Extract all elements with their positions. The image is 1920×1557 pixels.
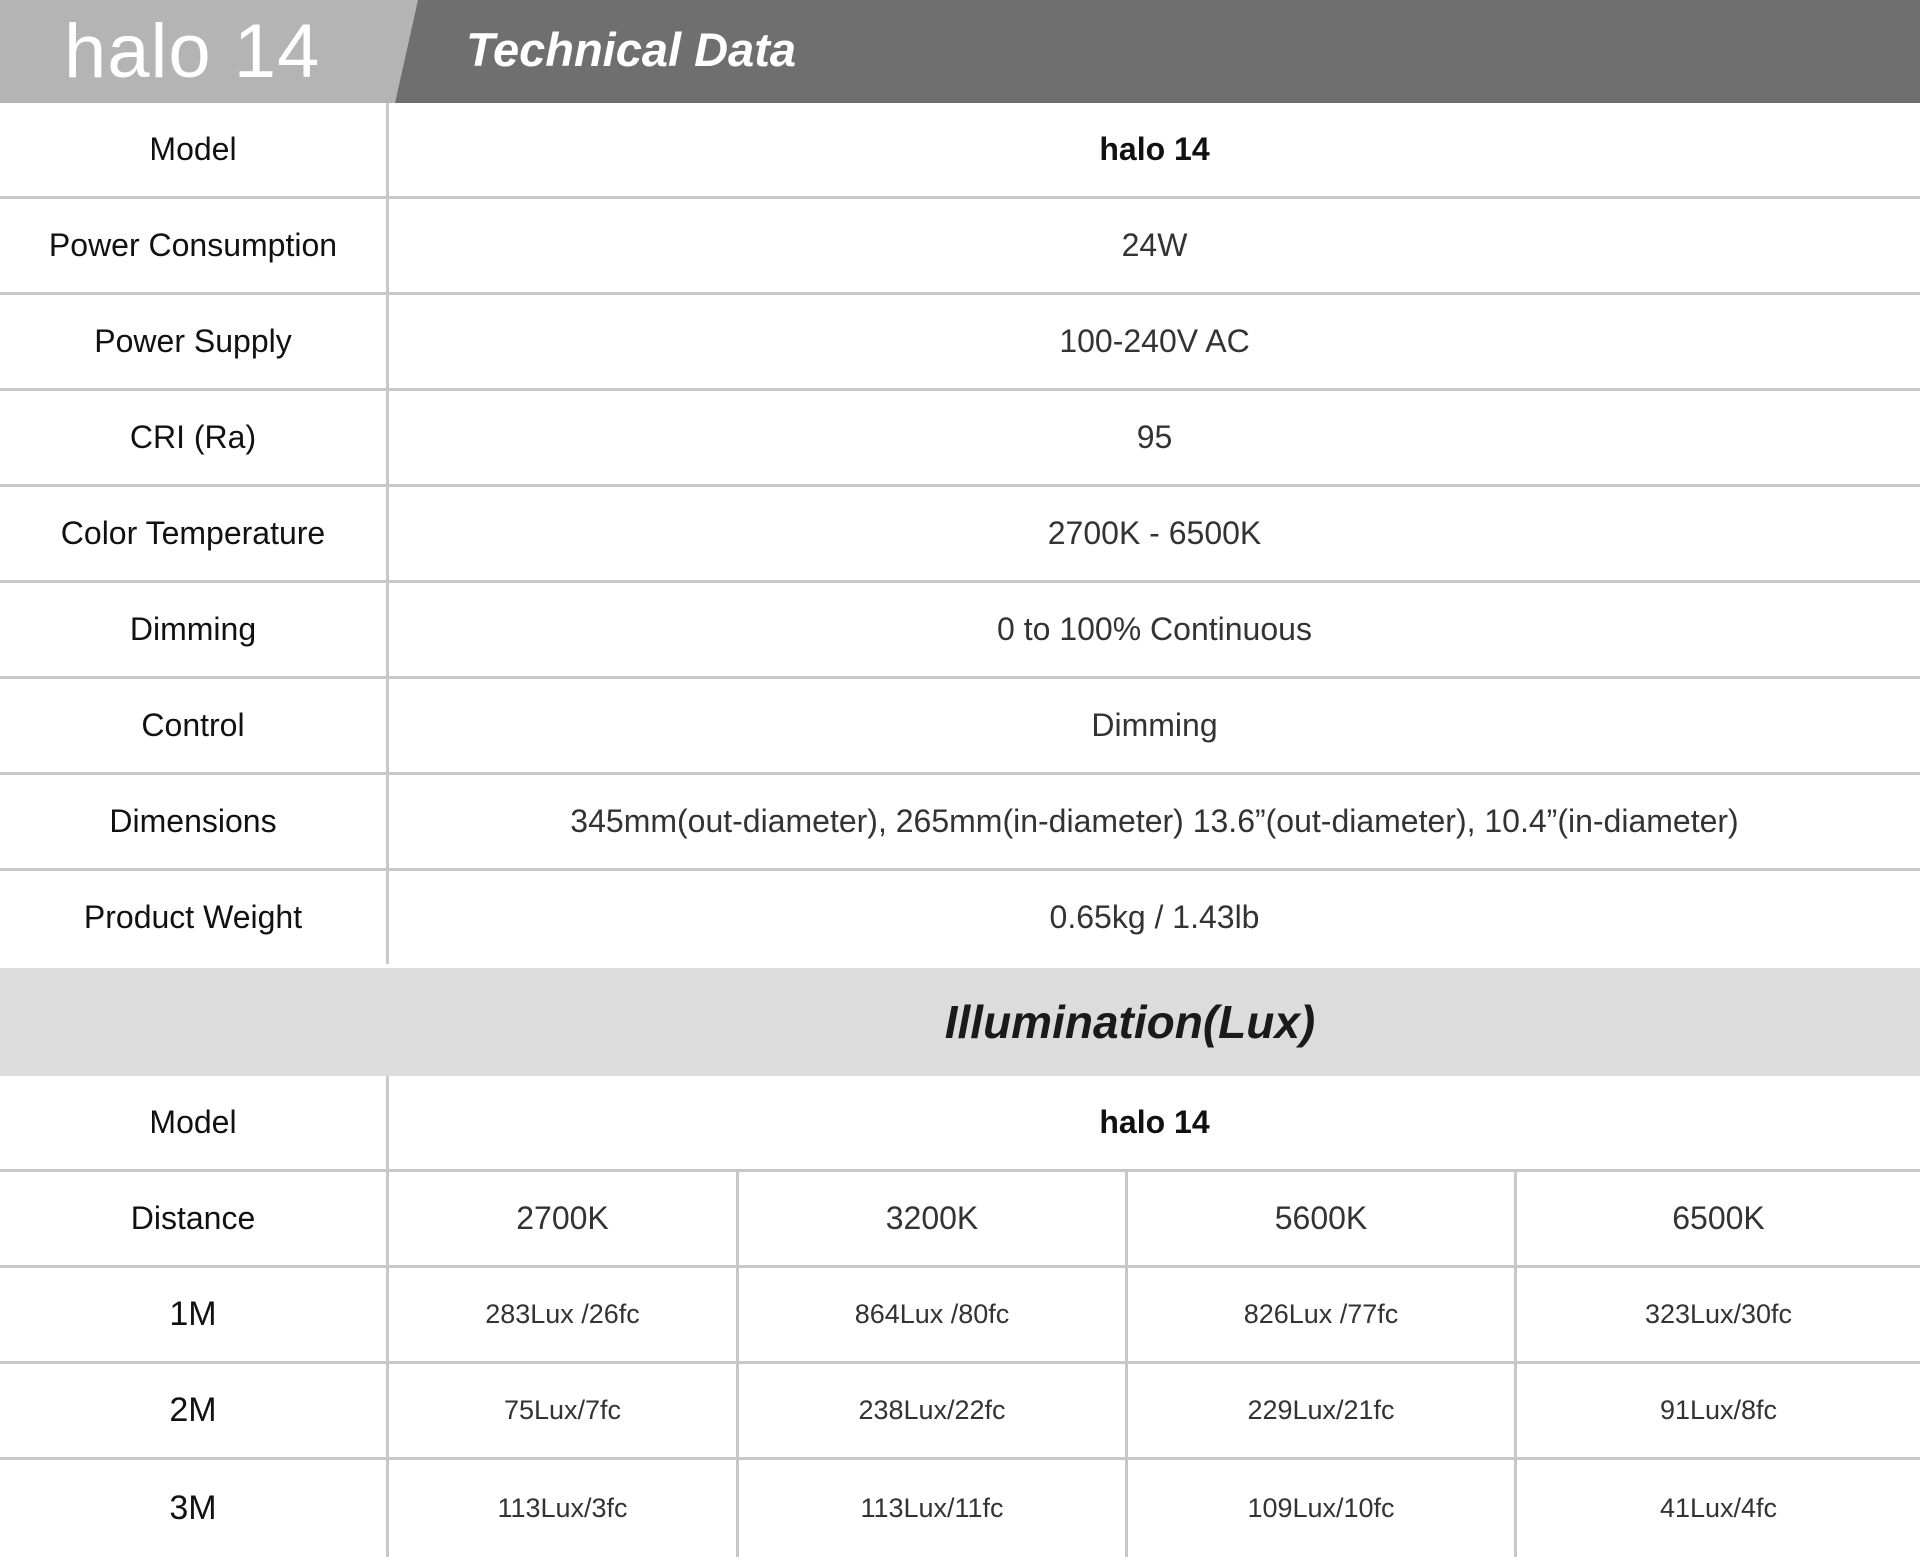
distance-label: Distance <box>130 1200 256 1236</box>
spec-label: Color Temperature <box>60 515 326 551</box>
spec-value: 345mm(out-diameter), 265mm(in-diameter) 13.6”(out-diameter), 10.4”(in-diameter) <box>570 803 1739 839</box>
spec-label: Dimming <box>129 611 257 647</box>
table-row <box>0 1460 1920 1557</box>
spec-value: 24W <box>1121 227 1188 263</box>
temperature-header: 5600K <box>1274 1200 1368 1236</box>
lux-value: 826Lux /77fc <box>1243 1299 1399 1329</box>
header-banner <box>0 0 1920 103</box>
lux-value: 113Lux/3fc <box>497 1493 628 1523</box>
spec-label: Dimensions <box>109 803 277 839</box>
illumination-title: Illumination(Lux) <box>944 996 1316 1048</box>
spec-row-power-consumption <box>0 199 1920 295</box>
spec-row-dimensions <box>0 775 1920 871</box>
spec-label: CRI (Ra) <box>129 419 257 455</box>
spec-label: Control <box>141 707 245 743</box>
lux-value: 75Lux/7fc <box>503 1395 622 1425</box>
spec-label: Product Weight <box>83 899 303 935</box>
spec-table <box>0 103 1920 964</box>
lux-value: 109Lux/10fc <box>1247 1493 1395 1523</box>
distance-cell: 2M <box>169 1391 217 1429</box>
model-label: Model <box>149 1104 237 1140</box>
lux-value: 238Lux/22fc <box>858 1395 1006 1425</box>
temperature-header: 2700K <box>516 1200 609 1236</box>
spec-row-color-temperature <box>0 487 1920 583</box>
lux-value: 41Lux/4fc <box>1659 1493 1778 1523</box>
spec-value: 0 to 100% Continuous <box>997 611 1312 647</box>
lux-value: 283Lux /26fc <box>485 1299 640 1329</box>
illumination-section-header <box>0 968 1920 1076</box>
spec-value: halo 14 <box>1099 131 1210 167</box>
illumination-model-row <box>0 1076 1920 1172</box>
spec-row-dimming <box>0 583 1920 679</box>
spec-label: Power Supply <box>94 323 292 359</box>
spec-label: Power Consumption <box>48 227 338 263</box>
lux-value: 864Lux /80fc <box>854 1299 1010 1329</box>
spec-value: 0.65kg / 1.43lb <box>1049 899 1260 935</box>
illumination-table <box>0 1076 1920 1557</box>
spec-value: 95 <box>1136 419 1173 455</box>
page-title: Technical Data <box>466 23 796 76</box>
spec-label: Model <box>149 131 237 167</box>
temperature-header: 6500K <box>1672 1200 1765 1236</box>
table-row <box>0 1268 1920 1364</box>
model-value: halo 14 <box>1099 1104 1210 1140</box>
illumination-header-row <box>0 1172 1920 1268</box>
brand-logo: halo 14 <box>64 9 321 94</box>
spec-value: 2700K - 6500K <box>1047 515 1262 551</box>
temperature-header: 3200K <box>885 1200 979 1236</box>
distance-cell: 3M <box>169 1489 217 1527</box>
spec-row-control <box>0 679 1920 775</box>
spec-row-product-weight <box>0 871 1920 964</box>
lux-value: 113Lux/11fc <box>860 1493 1004 1523</box>
spec-row-model <box>0 103 1920 199</box>
table-row <box>0 1364 1920 1460</box>
spec-row-power-supply <box>0 295 1920 391</box>
lux-value: 229Lux/21fc <box>1247 1395 1395 1425</box>
spec-value: Dimming <box>1091 707 1218 743</box>
lux-value: 323Lux/30fc <box>1644 1299 1793 1329</box>
distance-cell: 1M <box>169 1295 217 1333</box>
spec-value: 100-240V AC <box>1059 323 1250 359</box>
spec-row-cri <box>0 391 1920 487</box>
lux-value: 91Lux/8fc <box>1659 1395 1778 1425</box>
